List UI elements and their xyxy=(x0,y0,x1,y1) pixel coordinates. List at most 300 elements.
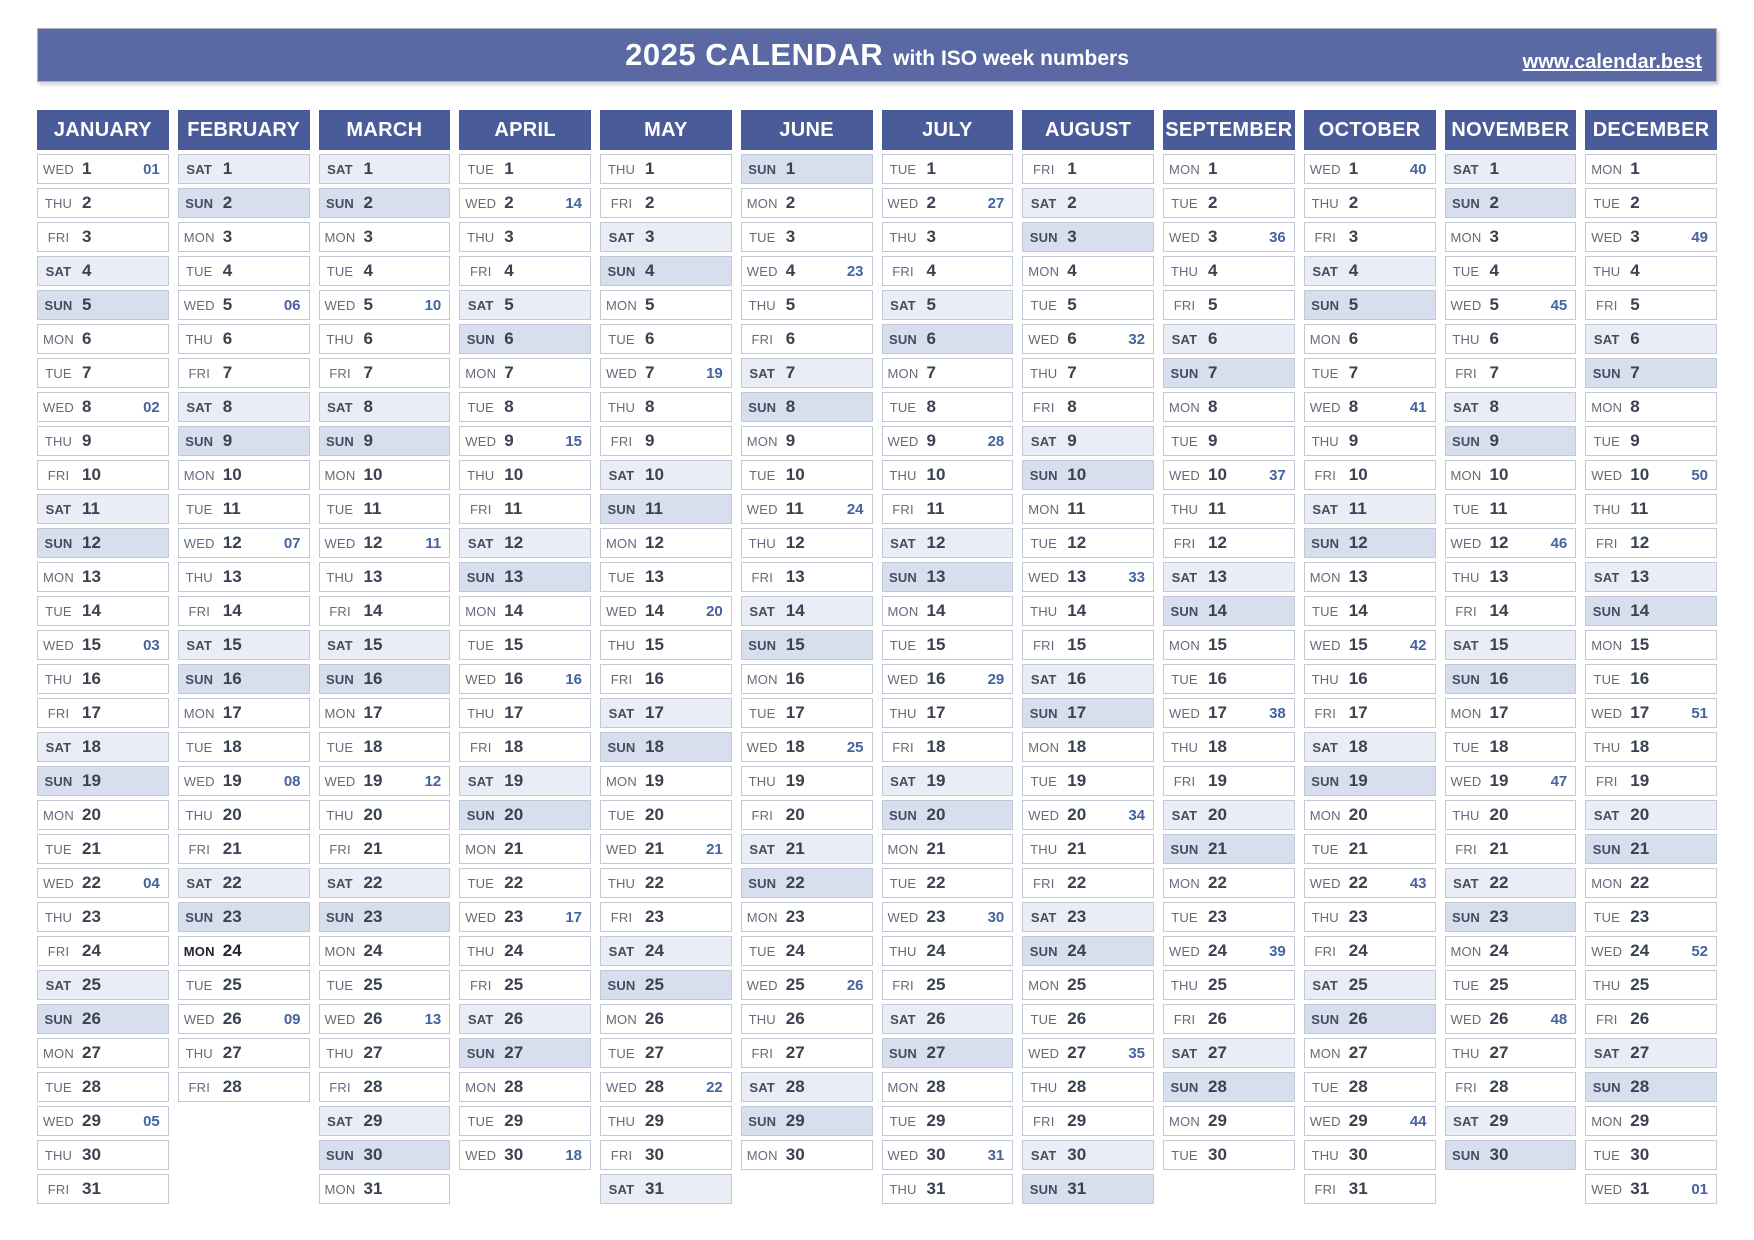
day-of-week-label: SAT xyxy=(45,263,72,279)
day-number: 31 xyxy=(82,1179,101,1198)
day-of-week-label: MON xyxy=(324,943,356,959)
iso-week-number: 16 xyxy=(565,670,582,688)
day-row xyxy=(600,222,732,252)
day-of-week-label: SUN xyxy=(466,1045,495,1061)
day-of-week-label: FRI xyxy=(329,841,351,857)
day-number: 8 xyxy=(1348,397,1359,416)
day-row xyxy=(459,290,591,320)
day-number: 4 xyxy=(1630,261,1640,280)
day-row xyxy=(459,528,591,558)
day-number: 23 xyxy=(363,907,383,926)
day-of-week-label: MON xyxy=(1028,977,1060,993)
iso-week-number: 12 xyxy=(424,772,442,790)
day-of-week-label: SUN xyxy=(607,739,636,755)
day-of-week-label: THU xyxy=(607,1113,636,1129)
day-of-week-label: SUN xyxy=(607,501,636,517)
day-row xyxy=(882,426,1014,456)
day-of-week-label: FRI xyxy=(610,433,633,449)
day-number: 1 xyxy=(1348,159,1359,178)
day-row xyxy=(1445,188,1577,218)
day-of-week-label: SUN xyxy=(44,1011,73,1027)
day-row xyxy=(319,732,451,762)
day-of-week-label: SAT xyxy=(1453,1113,1479,1129)
day-of-week-label: TUE xyxy=(45,603,72,619)
day-number: 22 xyxy=(926,873,946,892)
day-number: 1 xyxy=(504,159,514,178)
day-row xyxy=(459,664,591,694)
day-of-week-label: WED xyxy=(746,977,778,993)
day-number: 4 xyxy=(363,261,373,280)
day-row xyxy=(178,324,310,354)
day-number: 21 xyxy=(504,839,524,858)
day-number: 7 xyxy=(1348,363,1359,382)
day-row xyxy=(1304,188,1436,218)
day-number: 14 xyxy=(1630,601,1650,620)
day-row xyxy=(1445,698,1577,728)
day-of-week-label: MON xyxy=(1309,331,1341,347)
day-row xyxy=(1445,562,1577,592)
day-of-week-label: TUE xyxy=(1311,365,1339,381)
day-number: 2 xyxy=(1208,193,1218,212)
day-row xyxy=(319,664,451,694)
day-number: 4 xyxy=(1348,261,1359,280)
day-row xyxy=(600,664,732,694)
iso-week-number: 51 xyxy=(1691,704,1708,722)
day-number: 19 xyxy=(82,771,101,790)
day-of-week-label: THU xyxy=(748,297,776,313)
day-of-week-label: TUE xyxy=(608,807,635,823)
day-row xyxy=(882,800,1014,830)
day-row xyxy=(741,834,873,864)
day-row xyxy=(1163,494,1295,524)
day-row xyxy=(1163,256,1295,286)
day-row xyxy=(1445,970,1577,1000)
day-row xyxy=(1163,222,1295,252)
day-of-week-label: TUE xyxy=(467,399,495,415)
day-of-week-label: TUE xyxy=(45,1079,72,1095)
day-of-week-label: SAT xyxy=(45,977,72,993)
day-number: 27 xyxy=(1489,1043,1509,1062)
day-row xyxy=(1163,970,1295,1000)
day-of-week-label: MON xyxy=(887,365,919,381)
day-row xyxy=(319,596,451,626)
iso-week-number: 44 xyxy=(1409,1112,1427,1130)
iso-week-number: 21 xyxy=(706,840,723,858)
day-number: 6 xyxy=(1067,329,1077,348)
day-row xyxy=(1163,562,1295,592)
month-column xyxy=(319,110,451,1208)
day-row xyxy=(1585,834,1717,864)
day-number: 13 xyxy=(363,567,383,586)
day-row xyxy=(1022,630,1154,660)
day-number: 13 xyxy=(222,567,242,586)
day-of-week-label: THU xyxy=(326,1045,354,1061)
day-of-week-label: SUN xyxy=(1170,841,1199,857)
day-row xyxy=(1022,426,1154,456)
day-of-week-label: SUN xyxy=(466,807,495,823)
day-row xyxy=(1304,1004,1436,1034)
day-of-week-label: FRI xyxy=(469,739,492,755)
day-of-week-label: TUE xyxy=(748,229,776,245)
day-of-week-label: THU xyxy=(748,535,776,551)
day-row xyxy=(741,1038,873,1068)
day-number: 24 xyxy=(222,941,242,960)
day-of-week-label: TUE xyxy=(326,977,354,993)
day-number: 1 xyxy=(926,159,936,178)
day-of-week-label: TUE xyxy=(748,467,776,483)
day-row xyxy=(178,188,310,218)
day-number: 21 xyxy=(1630,839,1650,858)
day-of-week-label: SAT xyxy=(1171,569,1198,585)
day-number: 18 xyxy=(785,737,805,756)
day-of-week-label: FRI xyxy=(751,807,774,823)
day-row xyxy=(178,460,310,490)
day-number: 28 xyxy=(1067,1077,1087,1096)
day-number: 22 xyxy=(1208,873,1227,892)
day-number: 20 xyxy=(504,805,524,824)
iso-week-number: 27 xyxy=(987,194,1005,212)
day-number: 23 xyxy=(1208,907,1227,926)
day-of-week-label: FRI xyxy=(1595,773,1618,789)
day-of-week-label: TUE xyxy=(1593,195,1621,211)
day-of-week-label: WED xyxy=(606,841,637,857)
day-row xyxy=(1445,936,1577,966)
day-row xyxy=(1585,256,1717,286)
month-column xyxy=(600,110,732,1208)
day-of-week-label: THU xyxy=(1311,671,1339,687)
day-number: 6 xyxy=(1489,329,1499,348)
day-number: 28 xyxy=(785,1077,805,1096)
month-days xyxy=(178,154,310,1102)
day-of-week-label: FRI xyxy=(188,603,211,619)
day-row xyxy=(741,766,873,796)
day-row xyxy=(1445,324,1577,354)
day-of-week-label: SUN xyxy=(1592,841,1621,857)
day-of-week-label: SAT xyxy=(327,399,353,415)
day-row xyxy=(459,426,591,456)
day-row xyxy=(37,800,169,830)
day-row xyxy=(741,902,873,932)
iso-week-number: 45 xyxy=(1550,296,1568,314)
day-number: 22 xyxy=(1067,873,1087,892)
day-number: 24 xyxy=(504,941,524,960)
month-header: MAY xyxy=(600,110,732,150)
day-of-week-label: TUE xyxy=(1171,433,1198,449)
day-row xyxy=(882,1038,1014,1068)
day-number: 29 xyxy=(1067,1111,1087,1130)
day-row xyxy=(37,868,169,898)
day-of-week-label: WED xyxy=(606,1079,637,1095)
day-of-week-label: WED xyxy=(1591,943,1623,959)
day-number: 26 xyxy=(363,1009,383,1028)
day-number: 13 xyxy=(504,567,524,586)
day-number: 20 xyxy=(1348,805,1368,824)
day-row xyxy=(459,698,591,728)
day-row xyxy=(1304,1072,1436,1102)
day-row xyxy=(882,834,1014,864)
day-row xyxy=(1163,698,1295,728)
day-row xyxy=(741,460,873,490)
day-number: 12 xyxy=(926,533,946,552)
month-days xyxy=(882,154,1014,1204)
day-row xyxy=(1163,732,1295,762)
day-number: 19 xyxy=(926,771,946,790)
day-row xyxy=(37,460,169,490)
iso-week-number: 05 xyxy=(143,1112,160,1130)
day-of-week-label: WED xyxy=(1309,637,1341,653)
day-row xyxy=(178,426,310,456)
day-of-week-label: FRI xyxy=(892,739,914,755)
day-of-week-label: FRI xyxy=(1595,297,1618,313)
day-of-week-label: SUN xyxy=(748,875,777,891)
day-row xyxy=(1022,664,1154,694)
day-number: 30 xyxy=(1348,1145,1368,1164)
day-of-week-label: TUE xyxy=(1030,535,1058,551)
day-number: 19 xyxy=(1489,771,1509,790)
day-row xyxy=(459,970,591,1000)
month-column xyxy=(882,110,1014,1208)
day-number: 10 xyxy=(1067,465,1087,484)
day-row xyxy=(741,358,873,388)
day-number: 14 xyxy=(645,601,664,620)
day-of-week-label: SUN xyxy=(185,671,214,687)
day-of-week-label: FRI xyxy=(1032,399,1055,415)
day-row xyxy=(178,528,310,558)
day-row xyxy=(741,800,873,830)
day-of-week-label: THU xyxy=(607,637,636,653)
day-number: 17 xyxy=(1489,703,1509,722)
day-number: 22 xyxy=(82,873,101,892)
day-number: 11 xyxy=(926,499,945,518)
day-row xyxy=(882,256,1014,286)
day-number: 14 xyxy=(1348,601,1368,620)
day-number: 8 xyxy=(1067,397,1077,416)
day-of-week-label: FRI xyxy=(1032,637,1055,653)
day-row xyxy=(741,664,873,694)
day-number: 25 xyxy=(363,975,383,994)
day-number: 8 xyxy=(1208,397,1218,416)
day-number: 21 xyxy=(82,839,101,858)
day-of-week-label: WED xyxy=(1450,297,1482,313)
day-number: 19 xyxy=(785,771,805,790)
day-number: 25 xyxy=(1489,975,1509,994)
day-of-week-label: TUE xyxy=(1030,773,1058,789)
month-column xyxy=(1304,110,1436,1208)
day-of-week-label: SAT xyxy=(186,161,213,177)
day-row xyxy=(1304,154,1436,184)
day-of-week-label: FRI xyxy=(1173,773,1196,789)
day-number: 7 xyxy=(645,363,655,382)
day-number: 5 xyxy=(82,295,92,314)
day-of-week-label: MON xyxy=(1591,875,1623,891)
day-row xyxy=(1163,188,1295,218)
day-row xyxy=(319,290,451,320)
day-number: 17 xyxy=(645,703,664,722)
day-row xyxy=(882,630,1014,660)
day-row xyxy=(600,1004,732,1034)
day-number: 12 xyxy=(222,533,242,552)
day-row xyxy=(1585,494,1717,524)
day-row xyxy=(1304,1140,1436,1170)
day-of-week-label: FRI xyxy=(329,1079,351,1095)
day-row xyxy=(1022,528,1154,558)
day-number: 20 xyxy=(1630,805,1650,824)
iso-week-number: 23 xyxy=(846,262,864,280)
day-row xyxy=(319,630,451,660)
day-number: 11 xyxy=(1348,499,1367,518)
month-header: NOVEMBER xyxy=(1445,110,1577,150)
day-row xyxy=(1163,392,1295,422)
day-number: 3 xyxy=(1630,227,1640,246)
day-of-week-label: FRI xyxy=(751,569,774,585)
iso-week-number: 50 xyxy=(1691,466,1708,484)
day-of-week-label: THU xyxy=(1030,1079,1058,1095)
day-of-week-label: TUE xyxy=(1171,1147,1198,1163)
day-row xyxy=(741,1072,873,1102)
day-number: 3 xyxy=(1348,227,1359,246)
day-row xyxy=(600,562,732,592)
day-row xyxy=(1022,1174,1154,1204)
day-row xyxy=(1163,1072,1295,1102)
day-of-week-label: SAT xyxy=(1030,909,1057,925)
day-number: 28 xyxy=(645,1077,664,1096)
day-row xyxy=(319,834,451,864)
day-number: 12 xyxy=(1348,533,1368,552)
month-days xyxy=(459,154,591,1170)
day-row xyxy=(37,698,169,728)
day-number: 10 xyxy=(1348,465,1368,484)
day-of-week-label: FRI xyxy=(1032,161,1055,177)
day-of-week-label: SAT xyxy=(1171,331,1198,347)
day-number: 6 xyxy=(222,329,233,348)
day-number: 18 xyxy=(926,737,946,756)
day-number: 8 xyxy=(645,397,655,416)
iso-week-number: 26 xyxy=(846,976,864,994)
day-of-week-label: FRI xyxy=(1032,1113,1055,1129)
day-row xyxy=(459,1140,591,1170)
day-number: 30 xyxy=(785,1145,805,1164)
day-of-week-label: SAT xyxy=(186,875,213,891)
day-row xyxy=(600,902,732,932)
day-number: 6 xyxy=(1208,329,1218,348)
iso-week-number: 08 xyxy=(283,772,301,790)
day-number: 4 xyxy=(504,261,514,280)
day-number: 2 xyxy=(222,193,233,212)
day-number: 12 xyxy=(82,533,101,552)
day-number: 10 xyxy=(785,465,805,484)
iso-week-number: 13 xyxy=(424,1010,442,1028)
day-of-week-label: TUE xyxy=(1171,671,1198,687)
day-of-week-label: SUN xyxy=(1311,1011,1340,1027)
day-row xyxy=(1304,834,1436,864)
day-row xyxy=(319,1140,451,1170)
day-of-week-label: WED xyxy=(1309,875,1341,891)
day-row xyxy=(319,256,451,286)
iso-week-number: 17 xyxy=(565,908,582,926)
day-row xyxy=(1445,528,1577,558)
day-row xyxy=(1163,902,1295,932)
day-number: 6 xyxy=(82,329,92,348)
day-row xyxy=(882,290,1014,320)
day-row xyxy=(1445,358,1577,388)
day-number: 2 xyxy=(785,193,796,212)
iso-week-number: 01 xyxy=(1691,1180,1708,1198)
day-row xyxy=(741,596,873,626)
day-number: 31 xyxy=(1067,1179,1087,1198)
day-row xyxy=(600,834,732,864)
day-number: 2 xyxy=(363,193,373,212)
day-of-week-label: WED xyxy=(1169,229,1200,245)
day-of-week-label: WED xyxy=(1028,569,1060,585)
day-of-week-label: SUN xyxy=(185,433,214,449)
day-row xyxy=(1445,1106,1577,1136)
day-number: 2 xyxy=(504,193,514,212)
day-row xyxy=(1585,154,1717,184)
day-of-week-label: TUE xyxy=(1452,739,1480,755)
day-row xyxy=(319,902,451,932)
day-number: 13 xyxy=(1348,567,1368,586)
day-of-week-label: SAT xyxy=(1453,399,1479,415)
day-number: 26 xyxy=(82,1009,101,1028)
day-of-week-label: WED xyxy=(324,535,356,551)
day-row xyxy=(1022,596,1154,626)
day-row xyxy=(741,426,873,456)
day-of-week-label: SAT xyxy=(749,841,776,857)
day-number: 31 xyxy=(926,1179,946,1198)
day-row xyxy=(1022,902,1154,932)
day-number: 7 xyxy=(785,363,796,382)
day-of-week-label: SUN xyxy=(1451,909,1481,925)
day-row xyxy=(1163,936,1295,966)
day-number: 12 xyxy=(785,533,805,552)
day-number: 21 xyxy=(1489,839,1509,858)
day-number: 9 xyxy=(363,431,373,450)
day-number: 23 xyxy=(645,907,664,926)
iso-week-number: 09 xyxy=(283,1010,301,1028)
month-header: AUGUST xyxy=(1022,110,1154,150)
day-number: 21 xyxy=(785,839,805,858)
day-of-week-label: SUN xyxy=(1029,1181,1058,1197)
day-row xyxy=(1445,1038,1577,1068)
day-row xyxy=(1445,766,1577,796)
day-number: 8 xyxy=(363,397,373,416)
day-row xyxy=(882,154,1014,184)
day-row xyxy=(741,392,873,422)
day-row xyxy=(1445,664,1577,694)
day-row xyxy=(178,256,310,286)
day-row xyxy=(37,596,169,626)
day-number: 5 xyxy=(1067,295,1077,314)
day-number: 26 xyxy=(926,1009,946,1028)
day-number: 20 xyxy=(82,805,101,824)
day-row xyxy=(37,562,169,592)
day-row xyxy=(1022,1004,1154,1034)
iso-week-number: 29 xyxy=(987,670,1005,688)
day-row xyxy=(600,766,732,796)
day-of-week-label: SUN xyxy=(888,807,918,823)
day-of-week-label: SAT xyxy=(608,1181,635,1197)
day-of-week-label: SAT xyxy=(1171,1045,1198,1061)
month-days xyxy=(1445,154,1577,1170)
day-row xyxy=(319,154,451,184)
day-of-week-label: SUN xyxy=(185,195,214,211)
day-number: 5 xyxy=(785,295,796,314)
day-of-week-label: THU xyxy=(889,229,917,245)
day-row xyxy=(1022,290,1154,320)
website-link[interactable]: www.calendar.best xyxy=(1522,51,1702,73)
day-of-week-label: SAT xyxy=(327,875,353,891)
day-number: 11 xyxy=(1067,499,1086,518)
